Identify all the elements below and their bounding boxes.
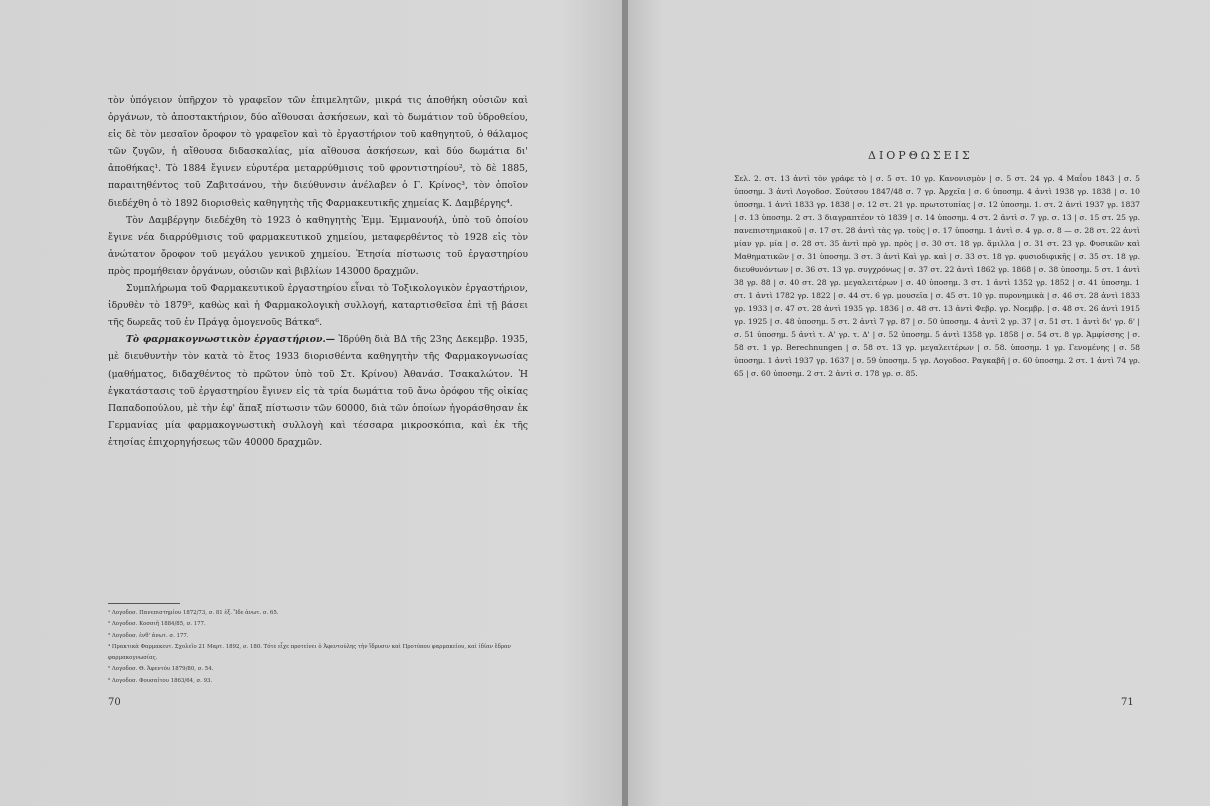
errata-text: Σελ. 2. στ. 13 ἀντὶ τὸν γράφε τὸ | σ. 5 στ. 10 γρ. Κανονισμὸν | σ. 5 στ. 24 γρ. 4 Μαΐου 1843 | σ. 5 ὑποσημ. 3 ἀντὶ Λογοδοσ. Σούτσου 1847/48 σ. 7 γρ. Ἀρχεῖα | σ. 6 ὑποσημ. 4 ἀντὶ 1938 γρ. 1838 | σ. 10 ὑποσημ. 1 ἀντὶ 1833 γρ. 1838 | σ. 12 στ. 21 γρ. πρωτοτυπίας | σ. 12 ὑποσημ. 1. στ. 2 ἀντὶ 1937 γρ. 1837 | σ. 13 ὑποσημ. 2 στ. 3 διαγραπτέον τὸ 1839 | σ. 14 ὑποσημ. 4 στ. 2 ἀντὶ σ. 7 γρ. σ. 13 | σ. 15 στ. 25 γρ. πανεπιστημιακοῦ | σ. 17 στ. 28 ἀντὶ τὰς γρ. τοὺς | σ. 17 ὑποσημ. 1 ἀντὶ σ. 4 γρ. σ. 8 — σ. 28 στ. 22 ἀντὶ μίαν γρ. μία | σ. 28 στ. 35 ἀντὶ πρὸ γρ. πρὸς | σ. 30 στ. 18 γρ. ἅμιλλα | σ. 31 στ. 23 γρ. Φυσικῶν καὶ Μαθηματικῶν | σ. 31 ὑποσημ. 3 στ. 3 ἀντὶ Καὶ γρ. καὶ | σ. 33 στ. 18 γρ. φυσιοδιφικῆς | σ. 35 στ. 18 γρ. διευθυνόντων | σ. 36 στ. 13 γρ. συγχρόνως | σ. 37 στ. 22 ἀντὶ 1862 γρ. 1868 | σ. 38 ὑποσημ. 5 στ. 1 ἀντὶ 38 γρ. 88 | σ. 40 στ. 28 γρ. μεγαλειτέρων | σ. 40 ὑποσημ. 3 στ. 1 ἀντὶ 1352 γρ. 1852 | σ. 41 ὑποσημ. 1 στ. 1 ἀντὶ 1782 γρ. 1822 | σ. 44 στ. 6 γρ. μουσεῖα | σ. 45 στ. 10 γρ. πυρονημικὰ | σ. 46 στ. 28 ἀντὶ 1833 γρ. 1933 | σ. 47 στ. 28 ἀντὶ 1935 γρ. 1836 | σ. 48 στ. 13 ἀντὶ Φεβρ. γρ. Νοεμβρ. | σ. 48 στ. 26 ἀντὶ 1915 γρ. 1925 | σ. 48 ὑποσημ. 5 στ. 2 ἀντὶ 7 γρ. 87 | σ. 50 ὑποσημ. 4 ἀντὶ 2 γρ. 37 | σ. 51 στ. 1 ἀντὶ δι' γρ. δ' | σ. 51 ὑποσημ. 5 ἀντὶ τ. Α' γρ. τ. Δ' | σ. 52 ὑποσημ. 5 ἀντὶ 1358 γρ. 1858 | σ. 54 στ. 8 γρ. Ἀμφίσσης | σ. 58 στ. 1 γρ. Berechnungen | σ. 58 στ. 13 γρ. μεγαλειτέρων | σ. 58. ὑποσημ. 1 γρ. Γενομένης | σ. 58 ὑποσημ. 1 ἀντὶ 1937 γρ. 1637 | σ. 59 ὑποσημ. 5 γρ. Λογοδοσ. Ραγκαβῆ | σ. 60 ὑποσημ. 2 στ. 1 ἀντὶ 74 γρ. 65 | σ. 60 ὑποσημ. 2 στ. 2 ἀντὶ σ. 178 γρ. σ. 85.	[734, 174, 1140, 378]
errata-heading: ΔΙΟΡΘΩΣΕΙΣ	[868, 149, 973, 162]
page-number-left: 70	[108, 697, 121, 708]
footnote: ¹ Λογοδοσ. Πανεπιστημίου 1872/73, σ. 81 ἑξ. Ἴδε ἀνωτ. σ. 65.	[108, 610, 279, 616]
footnote: ² Λογοδοσ. Κοσσιῆ 1884/85, σ. 177.	[108, 621, 206, 628]
footnote: ⁴ Πρακτικὰ Φαρμακευτ. Σχολεῖο 21 Μαρτ. 1892, σ. 180. Τότε εἶχε προτείνει ὁ Ἀφεντούλης τὴν ἵδρυσιν καὶ Προτύπου φαρμακείου, καὶ ἰδίαν ἕδραν φαρμακογνωσίας.	[108, 643, 511, 662]
paragraph-1: τὸν ὑπόγειον ὑπῆρχον τὸ γραφεῖον τῶν ἐπιμελητῶν, μικρά τις ἀποθήκη οὐσιῶν καὶ ὀργάνων, τὸ ἀποστακτήριον, δύο αἴθουσαι ἀσκήσεων, καὶ τὸ δωμάτιον τοῦ ὑδροθείου, εἰς δὲ τὸν μεσαῖον ὄροφον τὸ γραφεῖον καὶ τὸ ἐργαστήριον τοῦ καθηγητοῦ, ὁ θάλαμος τῶν ζυγῶν, ἡ αἴθουσα διδασκαλίας, μία αἴθουσα ἀσκήσεων, καὶ δύο δωμάτια δι' ἀποθήκας¹. Τὸ 1884 ἔγινεν εὐρυτέρα μεταρρύθμισις τοῦ φροντιστηρίου², τὸ δὲ 1885, παραιτηθέντος τοῦ Ζαβιτσάνου, τὴν διεύθυνσιν ἀνέλαβεν ὁ Γ. Κρίνος³, τὸν ὁποῖον διεδέχθη ὁ τὸ 1892 διορισθεὶς καθηγητὴς τῆς Φαρμακευτικῆς χημείας Κ. Δαμβέργης⁴.	[108, 95, 528, 209]
paragraph-3: Συμπλήρωμα τοῦ Φαρμακευτικοῦ ἐργαστηρίου εἶναι τὸ Τοξικολογικὸν ἐργαστήριον, ἱδρυθὲν τὸ 1879⁵, καθὼς καὶ ἡ Φαρμακολογικὴ συλλογή, καταρτισθεῖσα ἐπὶ τῇ βάσει τῆς δωρεᾶς τοῦ ἐν Πράγᾳ ὁμογενοῦς Βάτκα⁶.	[108, 283, 528, 329]
footnote: ⁵ Λογοδοσ. Θ. Ἀφεντόυ 1879/80, σ. 54.	[108, 666, 214, 673]
paragraph-4	[108, 331, 528, 451]
right-page	[628, 0, 1210, 806]
left-body-text	[108, 92, 528, 451]
footnote: ⁶ Λογοδοσ. Φουσαίτου 1863/64, σ. 93.	[108, 677, 213, 684]
subsection-body: Ἱδρύθη διὰ ΒΔ τῆς 23ης Δεκεμβρ. 1935, μὲ διευθυντὴν τὸν κατὰ τὸ ἔτος 1933 διορισθέντα καθηγητὴν τῆς Φαρμακογνωσίας (μαθήματος, διδαχθέντος τὸ πρῶτον ὑπὸ τοῦ Στ. Κρίνου) Ἀθανάσ. Τσακαλώτον. Ἡ ἐγκατάστασις τοῦ ἐργαστηρίου ἔγινεν εἰς τὰ τρία δωμάτια τοῦ ἄνω ὀρόφου τῆς οἰκίας Παπαδοπούλου, μὲ τὴν ἐφ' ἅπαξ πίστωσιν τῶν 60000, διὰ τῶν ὁποίων ἠγοράσθησαν ἐκ Γερμανίας μία φαρμακογνωστικὴ συλλογὴ καὶ τέσσαρα μικροσκόπια, καὶ ἐκ τῆς ἐτησίας ἐπιχορηγήσεως τῶν 40000 δραχμῶν.	[108, 334, 528, 448]
footnote: ³ Λογοδοσ. ἐνθ' ἀνωτ. σ. 177.	[108, 632, 189, 639]
footnotes	[108, 608, 540, 687]
paragraph-2: Τὸν Δαμβέργην διεδέχθη τὸ 1923 ὁ καθηγητὴς Ἐμμ. Ἐμμανουήλ, ὑπὸ τοῦ ὁποίου ἔγινε νέα διαρρύθμισις τοῦ φαρμακευτικοῦ χημείου, μεταφερθέντος τὸ 1928 εἰς τὸν ἀνώτατον ὄροφον τοῦ μεγάλου γενικοῦ χημείου. Ἐτησία πίστωσις τοῦ ἐργαστηρίου πρὸς προμήθειαν ὀργάνων, οὐσιῶν καὶ βιβλίων 143000 δραχμῶν.	[108, 214, 528, 277]
subsection-title: Τὸ φαρμακογνωστικὸν ἐργαστήριον.—	[126, 334, 335, 346]
page-number-right: 71	[1121, 697, 1134, 708]
footnote-divider	[108, 603, 180, 604]
